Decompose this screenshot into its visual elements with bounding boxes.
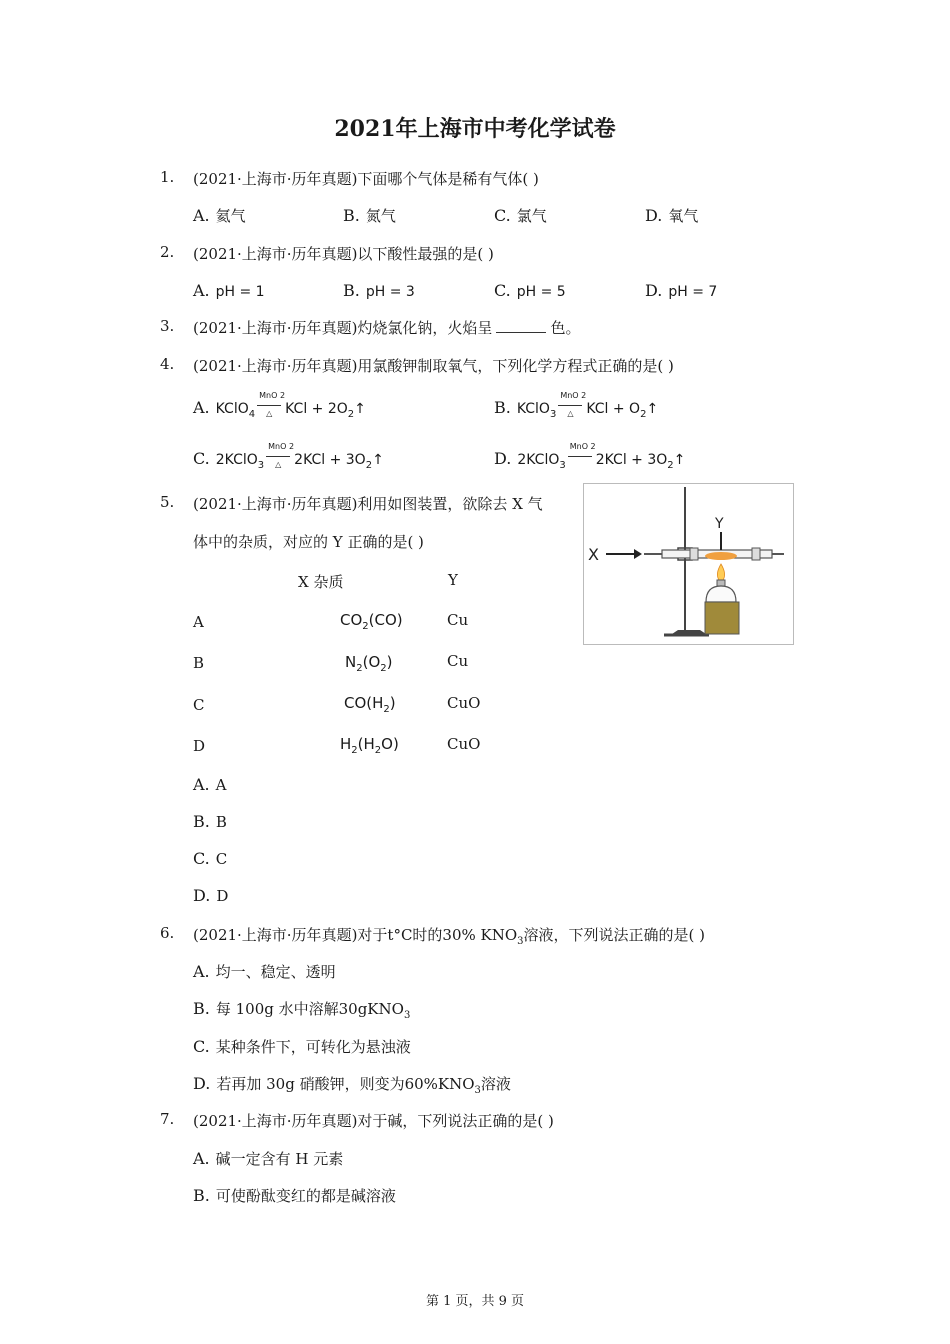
reaction-condition: MnO 2 △ [560,391,587,418]
option-c[interactable] [494,205,547,226]
arrow-head [634,549,642,559]
option-text: A [215,776,227,794]
option-label: C. [193,849,210,868]
question-stem: 用氯酸钾制取氧气，下列化学方程式正确的是( ) [357,357,674,375]
lamp-wick [717,580,725,586]
question-stem: 利用如图装置，欲除去 X 气 [357,495,543,513]
option-text: 氧气 [668,207,699,225]
option-label: B. [343,206,360,225]
equation: KClO$_4$ MnO 2 △ KCl + $2O_2↑$ [215,391,366,420]
table-cell-y: Cu [447,611,469,629]
question-stem: 对于碱，下列说法正确的是( ) [357,1112,554,1130]
question-number: 2. [160,243,175,261]
option-label: A. [193,398,210,417]
option-text: 氯气 [516,207,547,225]
option-label: B. [193,1186,210,1205]
option-text: 若再加 30g 硝酸钾，则变为60%KNO [216,1075,475,1093]
option-text: C [215,850,228,868]
option-text: 氮气 [365,207,396,225]
option-label: A. [193,962,210,981]
option-b[interactable] [193,812,227,831]
equation: 2KClO$_3$ MnO 2 $2KCl + 3O_2↑$ [517,442,686,471]
table-row-label: A [193,613,204,631]
question-number: 7. [160,1110,175,1128]
option-text: D [216,887,229,905]
option-b[interactable] [343,281,415,300]
equation: KClO$_3$ MnO 2 △ KCl + $O_2↑$ [516,391,659,420]
question-stem: 灼烧氯化钠，火焰呈 [357,319,493,337]
reaction-condition: MnO 2 △ [259,391,286,418]
option-label: A. [193,1149,210,1168]
question-source: (2021·上海市·历年真题) [193,245,358,263]
question-stem-end: 色。 [550,319,581,337]
table-cell-x: $CO(H_2)$ [344,694,396,715]
option-label: D. [494,449,512,468]
option-c[interactable] [494,281,566,300]
option-label: D. [645,206,663,225]
question-source: (2021·上海市·历年真题) [193,170,358,188]
question-number: 6. [160,924,175,942]
option-label: C. [494,281,511,300]
page-title: 2021年上海市中考化学试卷 [334,116,616,142]
equation: 2KClO$_3$ MnO 2 △ $2KCl + 3O_2↑$ [215,442,384,471]
option-text: 每 100g 水中溶解30gKNO [215,1000,404,1018]
apparatus-figure [583,483,794,645]
question-source: (2021·上海市·历年真题) [193,495,358,513]
label-x: X [588,545,599,564]
alcohol-lamp [706,586,736,602]
option-a[interactable] [193,205,246,226]
table-cell-y: CuO [447,694,481,712]
option-label: C. [193,449,210,468]
tube-stopper-left [690,548,698,560]
question-text [193,243,494,264]
option-label: D. [193,886,211,905]
question-stem-end: 溶液，下列说法正确的是( ) [523,926,706,944]
question-text-cont: 体中的杂质，对应的 Y 正确的是( ) [193,533,424,551]
option-label: D. [193,1074,211,1093]
option-text: pH = 7 [668,284,718,300]
option-c[interactable] [193,442,384,471]
question-source: (2021·上海市·历年真题) [193,1112,358,1130]
option-label: D. [645,281,663,300]
option-label: A. [193,206,210,225]
table-cell-x: $H_2(H_2O)$ [340,735,399,756]
reaction-condition: MnO 2 △ [268,442,295,469]
question-stem: 下面哪个气体是稀有气体( ) [357,170,539,188]
option-label: B. [193,999,210,1018]
option-c[interactable] [193,849,227,868]
question-number: 5. [160,493,175,511]
table-cell-x: $CO_2(CO)$ [340,611,403,632]
table-header-x: X 杂质 [298,573,344,591]
page-footer: 第 1 页，共 9 页 [425,1294,525,1309]
option-d[interactable]: D. 若再加 30g 硝酸钾，则变为$60\%KNO_3$溶液 [193,1074,511,1096]
question-text [193,1110,554,1131]
option-b[interactable] [193,1185,396,1206]
option-a[interactable] [193,281,265,300]
option-text: 氦气 [215,207,246,225]
question-number: 3. [160,317,175,335]
option-text: 可使酚酞变红的都是碱溶液 [215,1187,396,1205]
table-header-y: Y [448,571,458,589]
substance-y [705,552,737,560]
question-stem: 对于t°C时的30% KNO [357,926,518,944]
option-label: C. [193,1037,210,1056]
option-text: B [215,813,227,831]
question-number: 1. [160,168,175,186]
option-label: A. [193,775,210,794]
question-source: (2021·上海市·历年真题) [193,357,358,375]
table-cell-y: CuO [447,735,481,753]
option-label: B. [193,812,210,831]
question-text [193,317,580,338]
flame [717,564,724,582]
option-text: 碱一定含有 H 元素 [215,1150,344,1168]
support-block [705,602,739,634]
option-b[interactable] [494,391,659,420]
option-c[interactable] [193,1036,411,1057]
tube-stopper-right [752,548,760,560]
option-a[interactable] [193,391,366,420]
option-label: B. [343,281,360,300]
table-cell-y: Cu [447,652,469,670]
question-text: (2021·上海市·历年真题)对于t°C时的30% $KNO_3$溶液，下列说法正确的是( ) [193,926,706,947]
option-label: A. [193,281,210,300]
question-source: (2021·上海市·历年真题) [193,926,358,944]
question-text [193,168,539,189]
reaction-condition: MnO 2 [566,450,596,470]
question-text [193,355,674,376]
option-a[interactable] [193,1148,343,1169]
apparatus-drawing [584,484,793,644]
table-row-label: D [193,737,206,755]
option-b[interactable]: B. 每 100g 水中溶解30gKNO$_3$ [193,999,411,1021]
table-row-label: C [193,696,205,714]
option-d[interactable] [645,205,698,226]
question-source: (2021·上海市·历年真题) [193,319,358,337]
option-label: C. [494,206,511,225]
answer-blank[interactable] [496,318,546,333]
option-text: pH = 3 [365,284,415,300]
table-cell-x: $N_2(O_2)$ [345,653,393,674]
option-a[interactable] [193,961,336,982]
stand-base [672,630,706,634]
option-text: pH = 1 [215,284,265,300]
option-d[interactable] [193,886,228,905]
option-b[interactable] [343,205,396,226]
option-text: pH = 5 [516,284,566,300]
label-y: Y [715,516,724,532]
question-stem: 以下酸性最强的是( ) [357,245,494,263]
option-d[interactable] [645,281,717,300]
question-number: 4. [160,355,175,373]
question-text [193,493,543,514]
option-label: B. [494,398,511,417]
option-text: 某种条件下，可转化为悬浊液 [215,1038,411,1056]
option-a[interactable] [193,775,226,794]
option-d[interactable] [494,442,686,471]
option-text: 均一、稳定、透明 [215,963,336,981]
table-row-label: B [193,654,205,672]
